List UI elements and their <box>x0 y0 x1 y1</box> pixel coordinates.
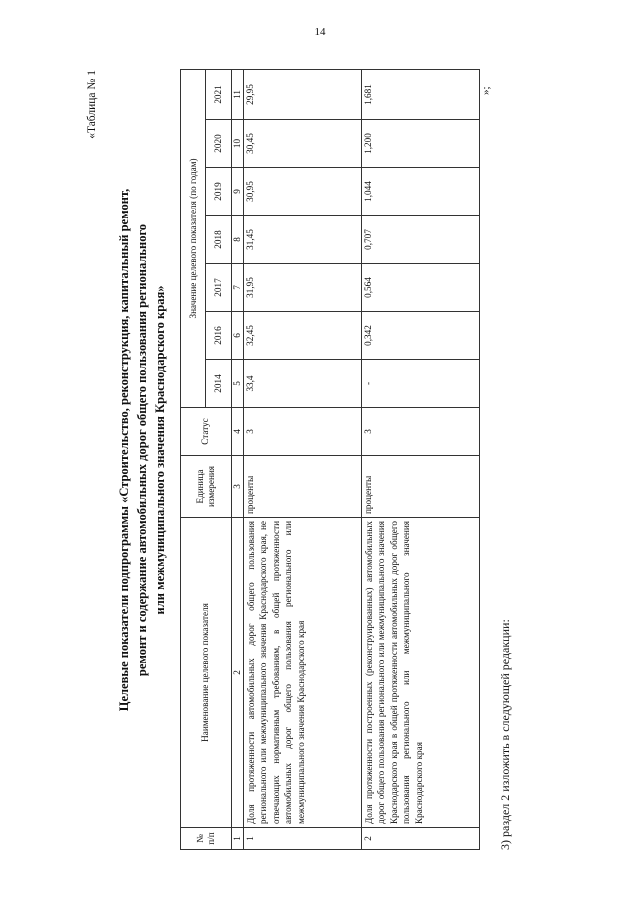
column-number: 11 <box>231 69 243 119</box>
header-row <box>181 69 206 849</box>
row-value: 1,681 <box>361 69 479 119</box>
title-line: ремонт и содержание автомобильных дорог общего пользования регионального <box>135 223 149 677</box>
column-number: 3 <box>231 456 243 518</box>
row-value: 29,95 <box>243 69 361 119</box>
header-year: 2018 <box>206 216 231 264</box>
column-number: 8 <box>231 216 243 264</box>
row-value: 0,564 <box>361 264 479 312</box>
row-value: 1,200 <box>361 120 479 168</box>
row-name: Доля протяженности автомобильных дорог общего пользования регионального или межмуниципального значения Краснодарского края, не отвечающих нормативным требованиям, в общей протяженности автомобильных дорог общего пользования регионального или межмуниципального значения Краснодарского края <box>243 518 361 828</box>
header-year: 2014 <box>206 360 231 408</box>
row-unit: проценты <box>243 456 361 518</box>
column-number: 6 <box>231 312 243 360</box>
column-number: 7 <box>231 264 243 312</box>
column-number: 9 <box>231 168 243 216</box>
header-year: 2020 <box>206 120 231 168</box>
row-status: 3 <box>361 408 479 456</box>
rotated-page-content <box>20 60 620 860</box>
page-title <box>115 90 169 810</box>
title-line: Целевые показатели подпрограммы «Строительство, реконструкция, капитальный ремонт, <box>117 188 131 712</box>
header-year: 2017 <box>206 264 231 312</box>
row-name: Доля протяженности построенных (реконструированных) автомобильных дорог общего пользования регионального или межмуниципального значения Краснодарского края в общей протяженности автомобильных дорог общего пользования регионального или межмуниципального значения Краснодарского края <box>361 518 479 828</box>
page-number: 14 <box>314 26 326 38</box>
row-unit: проценты <box>361 456 479 518</box>
table-row <box>361 69 479 849</box>
header-year: 2019 <box>206 168 231 216</box>
header-unit: Единица измерения <box>181 456 232 518</box>
row-value: 30,95 <box>243 168 361 216</box>
column-number: 1 <box>231 828 243 850</box>
table-row <box>243 69 361 849</box>
column-numbers-row <box>231 69 243 849</box>
row-value: 32,45 <box>243 312 361 360</box>
header-name: Наименование целевого показателя <box>181 518 232 828</box>
row-value: 0,707 <box>361 216 479 264</box>
row-status: 3 <box>243 408 361 456</box>
row-value: 33,4 <box>243 360 361 408</box>
row-value: - <box>361 360 479 408</box>
table-reference: «Таблица № 1 <box>86 70 98 139</box>
header-year: 2021 <box>206 69 231 119</box>
title-line: или межмуниципального значения Краснодарского края» <box>153 285 167 615</box>
row-value: 31,95 <box>243 264 361 312</box>
footer-text: 3) раздел 2 изложить в следующей редакции: <box>498 619 512 850</box>
column-number: 5 <box>231 360 243 408</box>
column-number: 2 <box>231 518 243 828</box>
row-num: 2 <box>361 828 479 850</box>
header-values-group: Значение целевого показателя (по годам) <box>181 69 206 407</box>
row-value: 1,044 <box>361 168 479 216</box>
column-number: 4 <box>231 408 243 456</box>
header-num: № п/п <box>181 828 232 850</box>
closing-quote: »; <box>480 86 492 95</box>
header-year: 2016 <box>206 312 231 360</box>
row-num: 1 <box>243 828 361 850</box>
header-status: Статус <box>181 408 232 456</box>
row-value: 30,45 <box>243 120 361 168</box>
column-number: 10 <box>231 120 243 168</box>
row-value: 31,45 <box>243 216 361 264</box>
row-value: 0,342 <box>361 312 479 360</box>
targets-table <box>180 69 480 850</box>
